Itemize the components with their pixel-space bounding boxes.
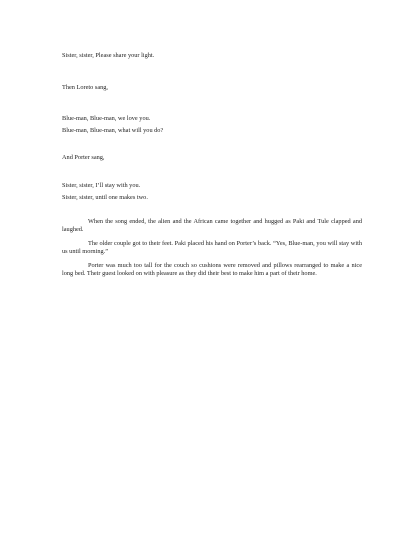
narration-line: And Porter sang, bbox=[62, 154, 105, 161]
verse-line: Sister, sister, I’ll stay with you. bbox=[62, 182, 141, 189]
body-paragraph: Porter was much too tall for the couch so cushions were removed and pillows rearranged to make a nice long bed. Their guest looked on with pleasure as they did their best to make him a part of their home. bbox=[62, 262, 362, 278]
verse-line: Blue-man, Blue-man, what will you do? bbox=[62, 127, 164, 134]
body-paragraph: When the song ended, the alien and the African came together and hugged as Paki and Tule clapped and laughed. bbox=[62, 218, 362, 234]
verse-line: Blue-man, Blue-man, we love you. bbox=[62, 115, 151, 122]
body-paragraph: The older couple got to their feet. Paki placed his hand on Porter’s back. “Yes, Blue-man, you will stay with us until morning.” bbox=[62, 240, 362, 256]
verse-line: Sister, sister, Please share your light. bbox=[62, 52, 155, 59]
narration-line: Then Loreto sang, bbox=[62, 84, 108, 91]
verse-line: Sister, sister, until one makes two. bbox=[62, 194, 148, 201]
